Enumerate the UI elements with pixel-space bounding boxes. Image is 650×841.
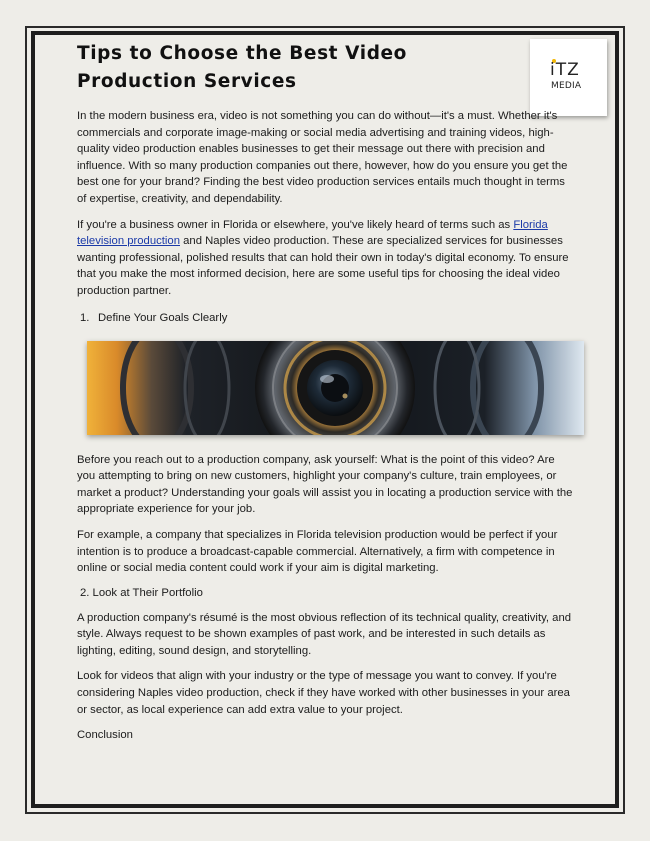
owner-paragraph — [77, 217, 574, 300]
camera-lens-image — [87, 341, 584, 435]
section-heading-goals — [77, 310, 574, 326]
section-heading-portfolio: 2. Look at Their Portfolio — [80, 586, 203, 599]
page-title: Tips to Choose the Best Video Production Services — [77, 43, 407, 92]
section-number: 1. — [80, 311, 90, 324]
article — [77, 40, 574, 744]
industry-paragraph: Look for videos that align with your industry or the type of message you want to convey. If you're considering Naples video production, check if they have worked with other businesses in your area or sector, as local experience can add extra value to your project. — [77, 670, 570, 716]
portfolio-paragraph: A production company's résumé is the most obvious reflection of its technical quality, creativity, and style. Always request to be shown examples of past work, and be interested in such details as lighting, editing, sound design, and storytelling. — [77, 611, 572, 657]
section-label: Define Your Goals Clearly — [98, 311, 228, 324]
owner-paragraph-end: and Naples video production. These are specialized services for businesses wanting professional, polished results that can hold their own in today's digital economy. To ensure that you make the most informed decision, here are some useful tips for choosing the ideal video production partner. — [77, 235, 569, 297]
logo-media: MEDIA — [551, 81, 582, 91]
goals-paragraph: Before you reach out to a production company, ask yourself: What is the point of this video? Are you attempting to bring on new customers, highlight your company's culture, train employees, or market a product? Understanding your goals will assist you in locating a production service with the appropriate experience for your job. — [77, 453, 573, 516]
example-paragraph: For example, a company that specializes in Florida television production would be perfect if your intention is to produce a broadcast-capable commercial. Alternatively, a firm with competence in online or social media content could work if your aim is digital marketing. — [77, 528, 558, 575]
logo-itz: iTZ — [550, 60, 580, 80]
intro-paragraph: In the modern business era, video is not something you can do without—it's a must. Whether it's commercials and corporate image-making or social media advertising and training videos, high-quality video production enables businesses to get their message out there with precision and influence. With so many production companies out there, however, how do you ensure you get the best one for your brand? Finding the best video production services entails much thought in terms of expertise, creativity, and dependability. — [77, 110, 568, 205]
florida-tv-production-link[interactable]: Florida television production — [77, 218, 548, 248]
owner-paragraph-start: If you're a business owner in Florida or elsewhere, you've likely heard of terms such as — [77, 218, 514, 231]
conclusion-heading: Conclusion — [77, 729, 133, 742]
